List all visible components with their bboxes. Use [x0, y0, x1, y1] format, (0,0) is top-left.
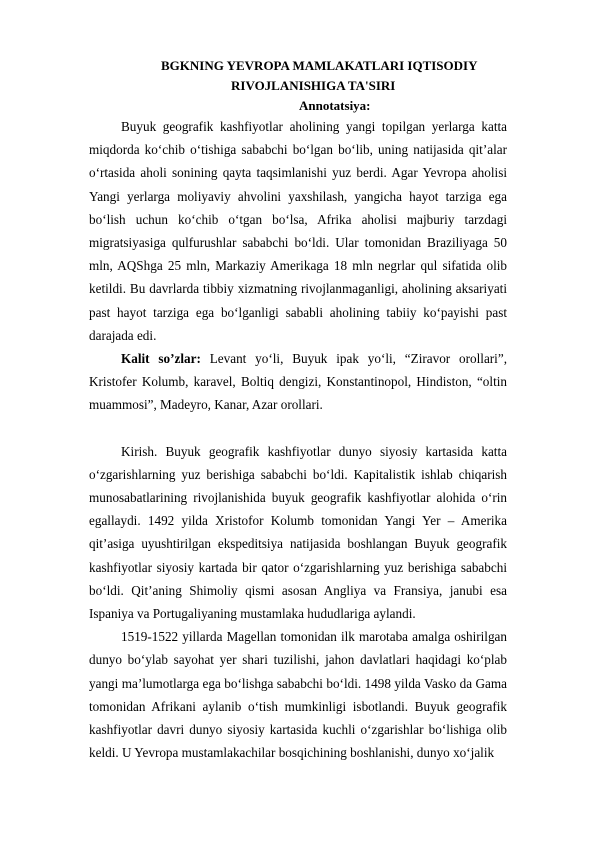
keywords-label: Kalit so’zlar:	[121, 351, 201, 367]
keywords-text: Levant yo‘li, Buyuk ipak yo‘li, “Ziravor orollari”, Kristofer Kolumb, karavel, Boltiq dengizi, Konstantinopol, Hindiston, “oltin muammosi”, Madeyro, Kanar, Azar orollari.	[89, 351, 508, 413]
section-spacer	[89, 417, 507, 440]
keywords-paragraph	[89, 347, 507, 417]
intro-paragraph: Kirish. Buyuk geografik kashfiyotlar dunyo siyosiy kartasida katta o‘zgarishlarning yuz berishiga sababchi bo‘ldi. Kapitalistik ishlab chiqarish munosabatlarining rivojlanishida buyuk geografik kashfiyotlar alohida o‘rin egallaydi. 1492 yilda Xristofor Kolumb tomonidan Yangi Yer – Amerika qit’asiga uyushtirilgan ekspeditsiya natijasida boshlangan Buyuk geografik kashfiyotlar siyosiy kartada bir qator o‘zgarishlarning yuz berishiga sababchi bo‘ldi. Qit’aning Shimoliy qismi asosan Angliya va Fransiya, janubi esa Ispaniya va Portugaliyaning mustamlaka hududlariga aylandi.	[89, 443, 507, 622]
annotation-heading: Annotatsiya:	[299, 98, 371, 113]
body-paragraph: 1519-1522 yillarda Magellan tomonidan ilk marotaba amalga oshirilgan dunyo bo‘ylab sayohat yer shari tuzilishi, jahon davlatlari haqidagi ko‘plab yangi ma’lumotlarga ega bo‘lishga sababchi bo‘ldi. 1498 yilda Vasko da Gama tomonidan Afrikani aylanib o‘tish mumkinligi isbotlandi. Buyuk geografik kashfiyotlar davri dunyo siyosiy kartasida kuchli o‘zgarishlar bo‘lishiga olib keldi. U Yevropa mustamlakachilar bosqichining boshlanishi, dunyo xo‘jalik	[89, 629, 507, 761]
title-line-1: BGKNING YEVROPA MAMLAKATLARI IQTISODIY	[161, 58, 478, 73]
document-content	[89, 56, 507, 764]
title-line-2: RIVOJLANISHIGA TA'SIRI	[231, 78, 396, 93]
abstract-paragraph: Buyuk geografik kashfiyotlar aholining yangi topilgan yerlarga katta miqdorda ko‘chib o‘tishiga sababchi bo‘lgan bo‘lib, uning natijasida qit’alar o‘rtasida aholi sonining qayta taqsimlanishi yuz berdi. Agar Yevropa aholisi Yangi yerlarga moliyaviy ahvolini yaxshilash, yangicha hayot tarziga ega bo‘lish uchun ko‘chib o‘tgan bo‘lsa, Afrika aholisi majburiy tarzdagi migratsiyasiga qulfurushlar sababchi bo‘ldi. Ular tomonidan Braziliyaga 50 mln, AQShga 25 mln, Markaziy Amerikaga 18 mln negrlar qul sifatida olib ketildi. Bu davrlarda tibbiy xizmatning rivojlanmaganligi, aholining aksariyati past hayot tarziga ega bo‘lganligi sababli aholining tabiiy ko‘payishi past darajada edi.	[89, 119, 507, 343]
